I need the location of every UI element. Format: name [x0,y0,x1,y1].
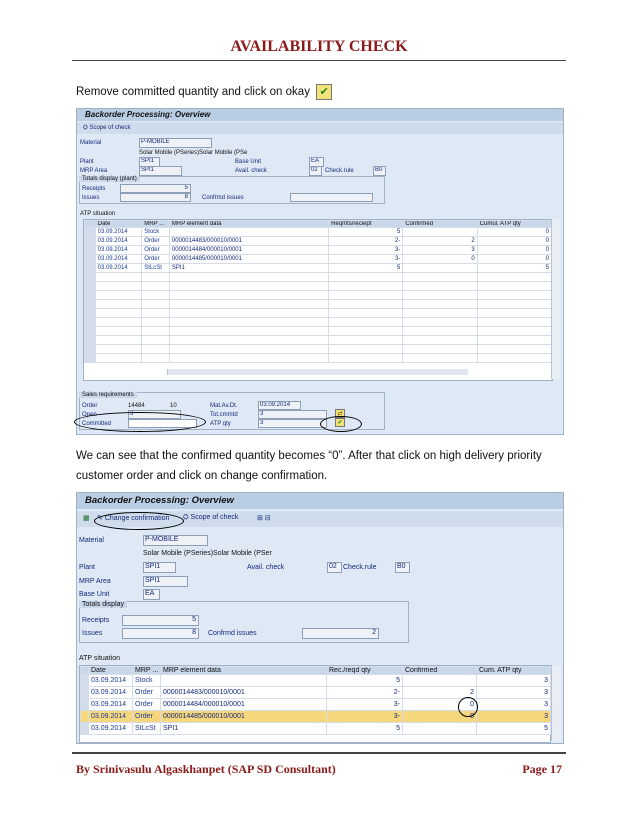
material-field[interactable]: P-MOBILE [139,138,212,148]
table-cell [95,345,142,354]
table-cell: Order [133,711,161,723]
table-cell: 0 [477,255,551,264]
atp-situation-title-2: ATP situation [79,655,120,662]
order-label: Order [82,403,98,409]
annotation-circle-okay [320,416,362,432]
table-cell [403,336,477,345]
table-cell [95,291,142,300]
screen-title-2: Backorder Processing: Overview [77,493,563,509]
table-cell [95,300,142,309]
issues-field-2[interactable]: 8 [122,628,199,639]
row-selector[interactable] [85,354,96,363]
mrp-area-field-2[interactable]: SPI1 [143,576,188,587]
grid-icon[interactable]: ▦ [83,515,90,522]
table-cell [403,354,477,363]
row-selector[interactable] [85,246,96,255]
mat-av-dt-label: Mat.Av.Dt. [210,403,238,409]
table-cell [403,309,477,318]
table-cell [403,723,477,735]
table-row[interactable] [85,318,552,327]
table-cell: 0000014484/000010/0001 [161,699,327,711]
table-row[interactable] [81,675,551,687]
table-cell: 5 [327,675,403,687]
row-selector[interactable] [85,309,96,318]
row-selector[interactable] [85,264,96,273]
table-cell: SPI1 [161,723,327,735]
table-cell: 03.09.2014 [95,255,142,264]
table-cell [142,291,170,300]
table-cell: Stock [142,228,170,237]
col-mrp-2[interactable]: MRP ... [133,667,161,675]
col-confirmed[interactable]: Confirmed [403,221,477,228]
material-label: Material [80,140,102,146]
table-cell: Stock [133,675,161,687]
table-cell [477,273,551,282]
issues-label-2: Issues [82,630,103,637]
table-cell: 0000014485/000010/0001 [169,255,328,264]
table-cell: 0000014484/000010/0001 [169,246,328,255]
table-cell: Order [133,699,161,711]
table-cell [329,291,403,300]
scope-of-check-button[interactable]: ⛭ Scope of check [83,125,131,131]
col-reqmts[interactable]: Reqmts/receipt [329,221,403,228]
open-field[interactable]: 3 [128,410,181,419]
table-cell: 3 [477,687,551,699]
totals-display-group-2 [79,601,409,643]
mrp-area-field[interactable]: SPI1 [139,166,182,176]
table-cell: Order [133,687,161,699]
table-cell [95,309,142,318]
table-cell [477,327,551,336]
table-cell [329,336,403,345]
table-cell: 2 [403,687,477,699]
table-cell [142,318,170,327]
row-selector[interactable] [85,300,96,309]
table-cell: StLcSt [142,264,170,273]
table-cell [477,282,551,291]
annotation-circle-change-confirmation [94,512,184,530]
table-cell [477,336,551,345]
scope-of-check-label: Scope of check [89,125,131,131]
mrp-area-label-2: MRP Area [79,578,111,585]
table-cell [403,291,477,300]
table-cell [95,354,142,363]
check-rule-field-2[interactable]: B0 [395,562,410,573]
table-cell: 3- [329,246,403,255]
row-selector[interactable] [85,282,96,291]
mrp-area-label: MRP Area [80,168,108,174]
change-confirmation-label: Change confirmation [104,515,170,522]
col-mrp[interactable]: MRP ... [142,221,170,228]
table-cell: 2 [403,237,477,246]
row-selector[interactable] [85,228,96,237]
table-cell [95,327,142,336]
table-cell [477,309,551,318]
issues-field[interactable]: 8 [120,193,191,202]
table-row[interactable] [85,282,552,291]
atp-vertical-scrollbar-2[interactable] [551,665,561,741]
table-row[interactable] [85,291,552,300]
table-row[interactable] [85,273,552,282]
check-rule-label-2: Check.rule [343,564,377,571]
material-label-2: Material [79,537,104,544]
plant-field[interactable]: SPI1 [139,157,160,167]
footer-rule [72,752,566,754]
row-selector[interactable] [85,318,96,327]
table-cell: 3 [477,711,551,723]
table-cell [169,273,328,282]
table-cell [169,228,328,237]
table-cell: 03.09.2014 [89,711,133,723]
confirmed-issues-label: Confrmd issues [202,195,244,201]
row-selector[interactable] [81,675,89,687]
confirmed-issues-field[interactable] [290,193,373,202]
annotation-circle-confirmed-zero [458,697,478,717]
row-selector[interactable] [85,345,96,354]
okay-check-icon: ✔ [316,84,332,100]
table-cell [169,282,328,291]
table-cell [403,273,477,282]
sap-screenshot-1 [76,108,564,435]
table-cell: 0 [403,711,477,723]
table-row[interactable] [85,300,552,309]
avail-check-field[interactable]: 02 [309,166,322,176]
table-row[interactable] [85,354,552,363]
plant-label: Plant [80,159,94,165]
row-selector[interactable] [81,711,89,723]
table-cell [329,327,403,336]
table-cell: 0 [403,255,477,264]
avail-check-label: Avail. check [235,168,267,174]
receipts-label: Receipts [82,186,106,192]
sales-requirements-title: Sales requirements [79,392,137,398]
table-cell [161,675,327,687]
table-cell [403,345,477,354]
table-cell: 03.09.2014 [95,237,142,246]
table-cell [329,273,403,282]
totals-title: Totals display (plant) [79,176,140,182]
table-cell: 03.09.2014 [95,246,142,255]
material-field-2[interactable]: P-MOBILE [143,535,208,546]
atp-table-1 [83,219,553,381]
material-description-2: Solar Mobile (PSeries)Solar Mobile (PSer [143,550,272,557]
avail-check-label-2: Avail. check [247,564,285,571]
atp-horizontal-scrollbar[interactable] [167,369,468,375]
base-unit-field-2[interactable]: EA [143,589,160,600]
screen-title: Backorder Processing: Overview [77,109,563,121]
table-cell: 5 [329,264,403,273]
order-number: 14484 [128,403,145,409]
expand-icon[interactable]: ⊞ ⊟ [257,515,271,522]
totals-title-2: Totals display [79,601,127,608]
table-cell [169,336,328,345]
table-cell [329,300,403,309]
atp-qty-label: ATP qty [210,421,231,427]
table-cell: StLcSt [133,723,161,735]
base-unit-label-2: Base Unit [79,591,110,598]
table-cell: 0000014483/000010/0001 [169,237,328,246]
table-cell [169,345,328,354]
table-row[interactable] [85,309,552,318]
page-header-title: AVAILABILITY CHECK [230,38,408,55]
atp-qty-field[interactable]: 3 [258,419,327,428]
table-cell [142,354,170,363]
material-description: Solar Mobile (PSeries)Solar Mobile (PSe [139,150,248,156]
table-cell: 0 [477,237,551,246]
table-cell [477,291,551,300]
table-cell: Order [142,255,170,264]
table-cell [403,264,477,273]
col-confirmed-2[interactable]: Confirmed [403,667,477,675]
row-selector[interactable] [85,336,96,345]
table-cell [169,291,328,300]
table-cell: 03.09.2014 [95,264,142,273]
scope-of-check-button-2[interactable]: ⛭ Scope of check [183,514,239,521]
instruction-paragraph-2: We can see that the confirmed quantity becomes “0”. After that click on high delivery priority customer order and click on change confirmation. [76,450,542,482]
table-cell [403,300,477,309]
col-date-2[interactable]: Date [89,667,133,675]
table-cell [142,309,170,318]
tot-cmmtd-field[interactable]: 3 [258,410,327,419]
confirmed-issues-field-2[interactable]: 2 [302,628,379,639]
table-cell: 0000014485/000010/0001 [161,711,327,723]
table-cell: 03.09.2014 [89,675,133,687]
table-cell [95,336,142,345]
table-cell: Order [142,246,170,255]
table-cell [169,309,328,318]
annotation-circle-committed [74,412,206,432]
table-row[interactable] [85,264,552,273]
table-row[interactable] [81,711,551,723]
table-cell [95,282,142,291]
col-mrp-element-2[interactable]: MRP element data [161,667,327,675]
table-row[interactable] [85,246,552,255]
table-cell [95,318,142,327]
check-rule-field[interactable]: B0 [373,166,386,176]
table-cell: 3 [477,699,551,711]
table-cell [403,228,477,237]
footer-page-number: Page 17 [522,762,562,776]
table-cell [403,318,477,327]
table-cell: 3- [329,255,403,264]
row-selector[interactable] [81,687,89,699]
table-cell: SPI1 [169,264,328,273]
table-cell [169,318,328,327]
col-cum-atp[interactable]: Cumul. ATP qty [477,221,551,228]
receipts-label-2: Receipts [82,617,110,624]
table-cell: 0 [477,228,551,237]
okay-button-check-icon[interactable]: ✔ [335,418,345,427]
table-cell [142,327,170,336]
copy-icon[interactable]: ⇄ [335,409,345,418]
row-selector[interactable] [85,291,96,300]
footer-author: By Srinivasulu Algaskhanpet (SAP SD Consultant) [76,762,336,776]
row-selector[interactable] [85,327,96,336]
table-cell: 2- [329,237,403,246]
table-cell: Order [142,237,170,246]
table-cell [142,345,170,354]
row-selector[interactable] [85,237,96,246]
table-cell: 03.09.2014 [89,723,133,735]
table-cell [477,318,551,327]
table-cell: 03.09.2014 [95,228,142,237]
scope-of-check-label-2: Scope of check [190,514,239,521]
toolbar [77,122,563,134]
order-item: 10 [170,403,177,409]
table-cell: 3 [403,246,477,255]
table-cell: 5 [477,264,551,273]
plant-field-2[interactable]: SPI1 [143,562,176,573]
tot-cmmtd-label: Tot.cmmtd [210,412,238,418]
table-cell [329,318,403,327]
confirmed-issues-label-2: Confrmd issues [208,630,257,637]
table-cell [169,327,328,336]
col-rec-reqd-2[interactable]: Rec./reqd qty [327,667,403,675]
atp-header-row [85,221,552,228]
receipts-field[interactable]: 5 [120,184,191,193]
table-row[interactable] [85,327,552,336]
atp-situation-title: ATP situation [80,211,116,217]
committed-label: Committed [82,421,112,427]
table-cell [329,282,403,291]
table-cell [477,354,551,363]
table-cell: 3- [327,711,403,723]
table-cell [142,273,170,282]
table-cell [403,675,477,687]
table-cell [142,336,170,345]
table-row[interactable] [85,345,552,354]
table-cell: 03.09.2014 [89,699,133,711]
col-date[interactable]: Date [95,221,142,228]
table-cell [169,300,328,309]
table-row[interactable] [81,723,551,735]
atp-header-row-2 [81,667,551,675]
table-cell: 3- [327,699,403,711]
table-cell [95,273,142,282]
table-cell [329,345,403,354]
col-mrp-element[interactable]: MRP element data [169,221,328,228]
row-selector[interactable] [81,699,89,711]
table-row[interactable] [81,687,551,699]
row-selector[interactable] [85,255,96,264]
row-selector[interactable] [81,723,89,735]
table-row[interactable] [85,255,552,264]
table-cell [169,354,328,363]
table-cell [403,282,477,291]
issues-label: Issues [82,195,100,201]
table-cell: 03.09.2014 [89,687,133,699]
table-cell [329,354,403,363]
table-cell: 2- [327,687,403,699]
mat-av-dt-field[interactable]: 03.09.2014 [258,401,301,410]
table-cell: 5 [327,723,403,735]
table-cell [142,300,170,309]
avail-check-field-2[interactable]: 02 [327,562,342,573]
table-cell: 0 [403,699,477,711]
base-unit-field[interactable]: EA [309,157,324,167]
table-row[interactable] [85,228,552,237]
instruction-text-1: Remove committed quantity and click on okay [76,86,310,98]
sap-screenshot-2 [76,492,564,744]
table-cell [329,309,403,318]
table-cell [142,282,170,291]
table-cell: 5 [329,228,403,237]
header-rule [72,60,566,61]
atp-vertical-scrollbar[interactable] [551,219,560,379]
row-selector[interactable] [85,273,96,282]
open-label: Open [82,412,97,418]
table-row[interactable] [85,237,552,246]
table-cell: 0000014483/000010/0001 [161,687,327,699]
table-row[interactable] [81,699,551,711]
change-confirmation-button[interactable]: ✎ Change confirmation [97,515,170,522]
atp-table-2 [79,665,551,743]
totals-display-group [79,176,385,204]
instruction-paragraph-1 [76,82,332,102]
col-cum-atp-2[interactable]: Cum. ATP qty [477,667,551,675]
table-cell [477,300,551,309]
table-cell: 3 [477,675,551,687]
check-rule-label: Check.rule [325,168,354,174]
table-cell [403,327,477,336]
table-row[interactable] [85,336,552,345]
table-cell: 5 [477,723,551,735]
table-cell: 0 [477,246,551,255]
plant-label-2: Plant [79,564,95,571]
table-cell [477,345,551,354]
base-unit-label: Base Unit [235,159,262,165]
receipts-field-2[interactable]: 5 [122,615,199,626]
